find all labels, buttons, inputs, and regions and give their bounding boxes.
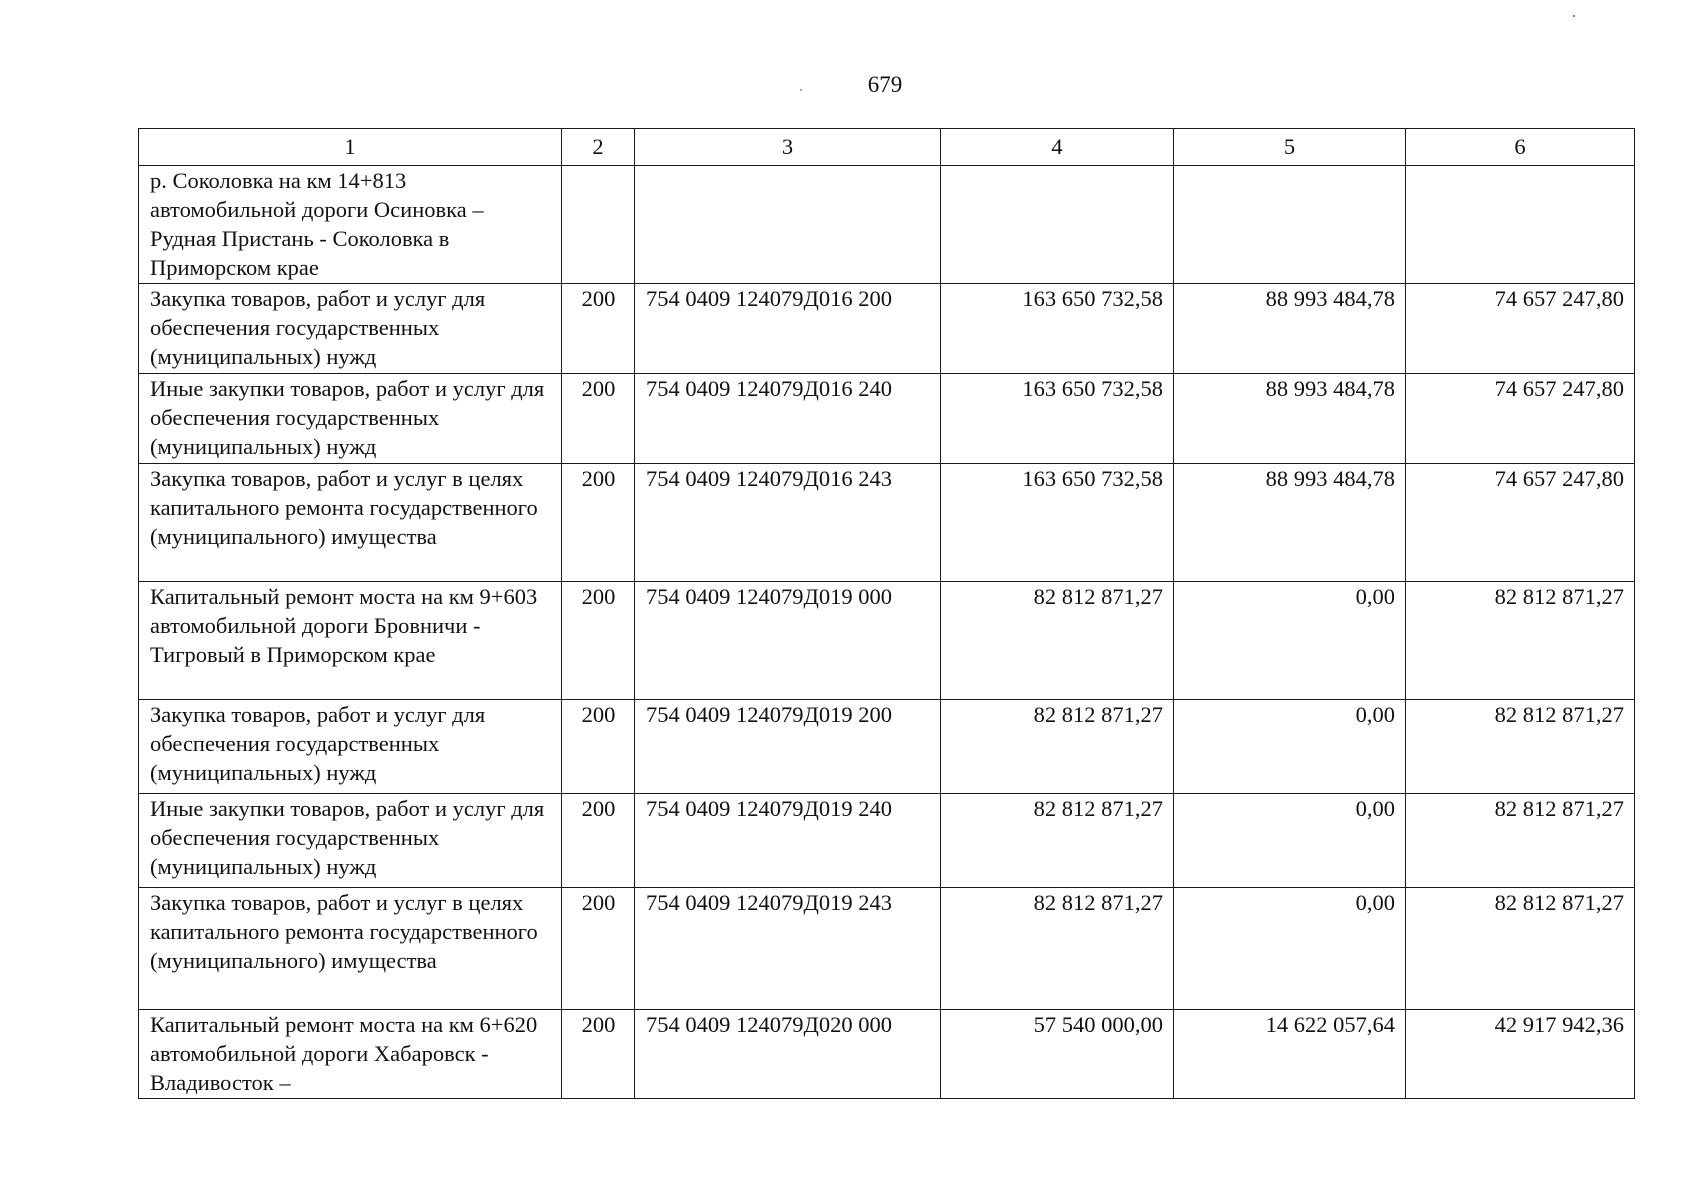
row-kbk: 754 0409 124079Д020 000 — [635, 1010, 941, 1099]
row-value-6: 82 812 871,27 — [1406, 700, 1635, 794]
row-value-5: 88 993 484,78 — [1174, 374, 1406, 464]
row-value-5 — [1174, 166, 1406, 284]
row-value-5: 0,00 — [1174, 794, 1406, 888]
row-code: 200 — [562, 374, 635, 464]
row-code: 200 — [562, 794, 635, 888]
header-row — [139, 129, 1635, 166]
row-value-6: 74 657 247,80 — [1406, 374, 1635, 464]
row-value-6: 42 917 942,36 — [1406, 1010, 1635, 1099]
row-name: Капитальный ремонт моста на км 9+603 автомобильной дороги Бровничи - Тигровый в Приморском крае — [139, 582, 562, 700]
row-name: Закупка товаров, работ и услуг в целях капитального ремонта государственного (муниципального) имущества — [139, 464, 562, 582]
column-header-3: 3 — [635, 129, 941, 166]
row-code: 200 — [562, 700, 635, 794]
row-name: Капитальный ремонт моста на км 6+620 автомобильной дороги Хабаровск - Владивосток – — [139, 1010, 562, 1099]
row-value-5: 88 993 484,78 — [1174, 284, 1406, 374]
row-value-4: 163 650 732,58 — [941, 464, 1174, 582]
row-name: Иные закупки товаров, работ и услуг для обеспечения государственных (муниципальных) нужд — [139, 374, 562, 464]
row-kbk: 754 0409 124079Д016 240 — [635, 374, 941, 464]
row-value-5: 0,00 — [1174, 888, 1406, 1010]
column-header-1: 1 — [139, 129, 562, 166]
row-name: Закупка товаров, работ и услуг в целях капитального ремонта государственного (муниципального) имущества — [139, 888, 562, 1010]
table-row — [139, 374, 1635, 464]
row-code — [562, 166, 635, 284]
row-value-4: 82 812 871,27 — [941, 888, 1174, 1010]
row-kbk — [635, 166, 941, 284]
row-name: Закупка товаров, работ и услуг для обеспечения государственных (муниципальных) нужд — [139, 284, 562, 374]
row-value-4 — [941, 166, 1174, 284]
row-code: 200 — [562, 284, 635, 374]
row-value-6: 82 812 871,27 — [1406, 888, 1635, 1010]
row-value-4: 57 540 000,00 — [941, 1010, 1174, 1099]
row-kbk: 754 0409 124079Д019 200 — [635, 700, 941, 794]
row-value-5: 88 993 484,78 — [1174, 464, 1406, 582]
row-value-4: 82 812 871,27 — [941, 794, 1174, 888]
budget-table — [138, 128, 1635, 1099]
column-header-2: 2 — [562, 129, 635, 166]
row-code: 200 — [562, 582, 635, 700]
row-value-5: 0,00 — [1174, 700, 1406, 794]
row-value-5: 14 622 057,64 — [1174, 1010, 1406, 1099]
row-kbk: 754 0409 124079Д019 243 — [635, 888, 941, 1010]
row-value-4: 163 650 732,58 — [941, 284, 1174, 374]
row-name: Иные закупки товаров, работ и услуг для обеспечения государственных (муниципальных) нужд — [139, 794, 562, 888]
row-kbk: 754 0409 124079Д019 000 — [635, 582, 941, 700]
row-value-4: 82 812 871,27 — [941, 700, 1174, 794]
page-number: 679 — [867, 72, 903, 97]
row-value-6: 74 657 247,80 — [1406, 464, 1635, 582]
table-row — [139, 166, 1635, 284]
row-value-4: 163 650 732,58 — [941, 374, 1174, 464]
row-value-6 — [1406, 166, 1635, 284]
table-row — [139, 284, 1635, 374]
column-header-4: 4 — [941, 129, 1174, 166]
row-kbk: 754 0409 124079Д016 200 — [635, 284, 941, 374]
table-row — [139, 794, 1635, 888]
column-header-6: 6 — [1406, 129, 1635, 166]
row-name: р. Соколовка на км 14+813 автомобильной дороги Осиновка – Рудная Пристань - Соколовка в Приморском крае — [139, 166, 562, 284]
column-header-5: 5 — [1174, 129, 1406, 166]
scan-speck — [1573, 15, 1575, 17]
table-row — [139, 1010, 1635, 1099]
row-value-6: 74 657 247,80 — [1406, 284, 1635, 374]
row-value-6: 82 812 871,27 — [1406, 582, 1635, 700]
row-kbk: 754 0409 124079Д016 243 — [635, 464, 941, 582]
table-row — [139, 700, 1635, 794]
row-code: 200 — [562, 888, 635, 1010]
row-code: 200 — [562, 464, 635, 582]
table-row — [139, 582, 1635, 700]
row-value-6: 82 812 871,27 — [1406, 794, 1635, 888]
row-kbk: 754 0409 124079Д019 240 — [635, 794, 941, 888]
row-value-4: 82 812 871,27 — [941, 582, 1174, 700]
table-row — [139, 888, 1635, 1010]
row-value-5: 0,00 — [1174, 582, 1406, 700]
row-name: Закупка товаров, работ и услуг для обеспечения государственных (муниципальных) нужд — [139, 700, 562, 794]
table-row — [139, 464, 1635, 582]
row-code: 200 — [562, 1010, 635, 1099]
